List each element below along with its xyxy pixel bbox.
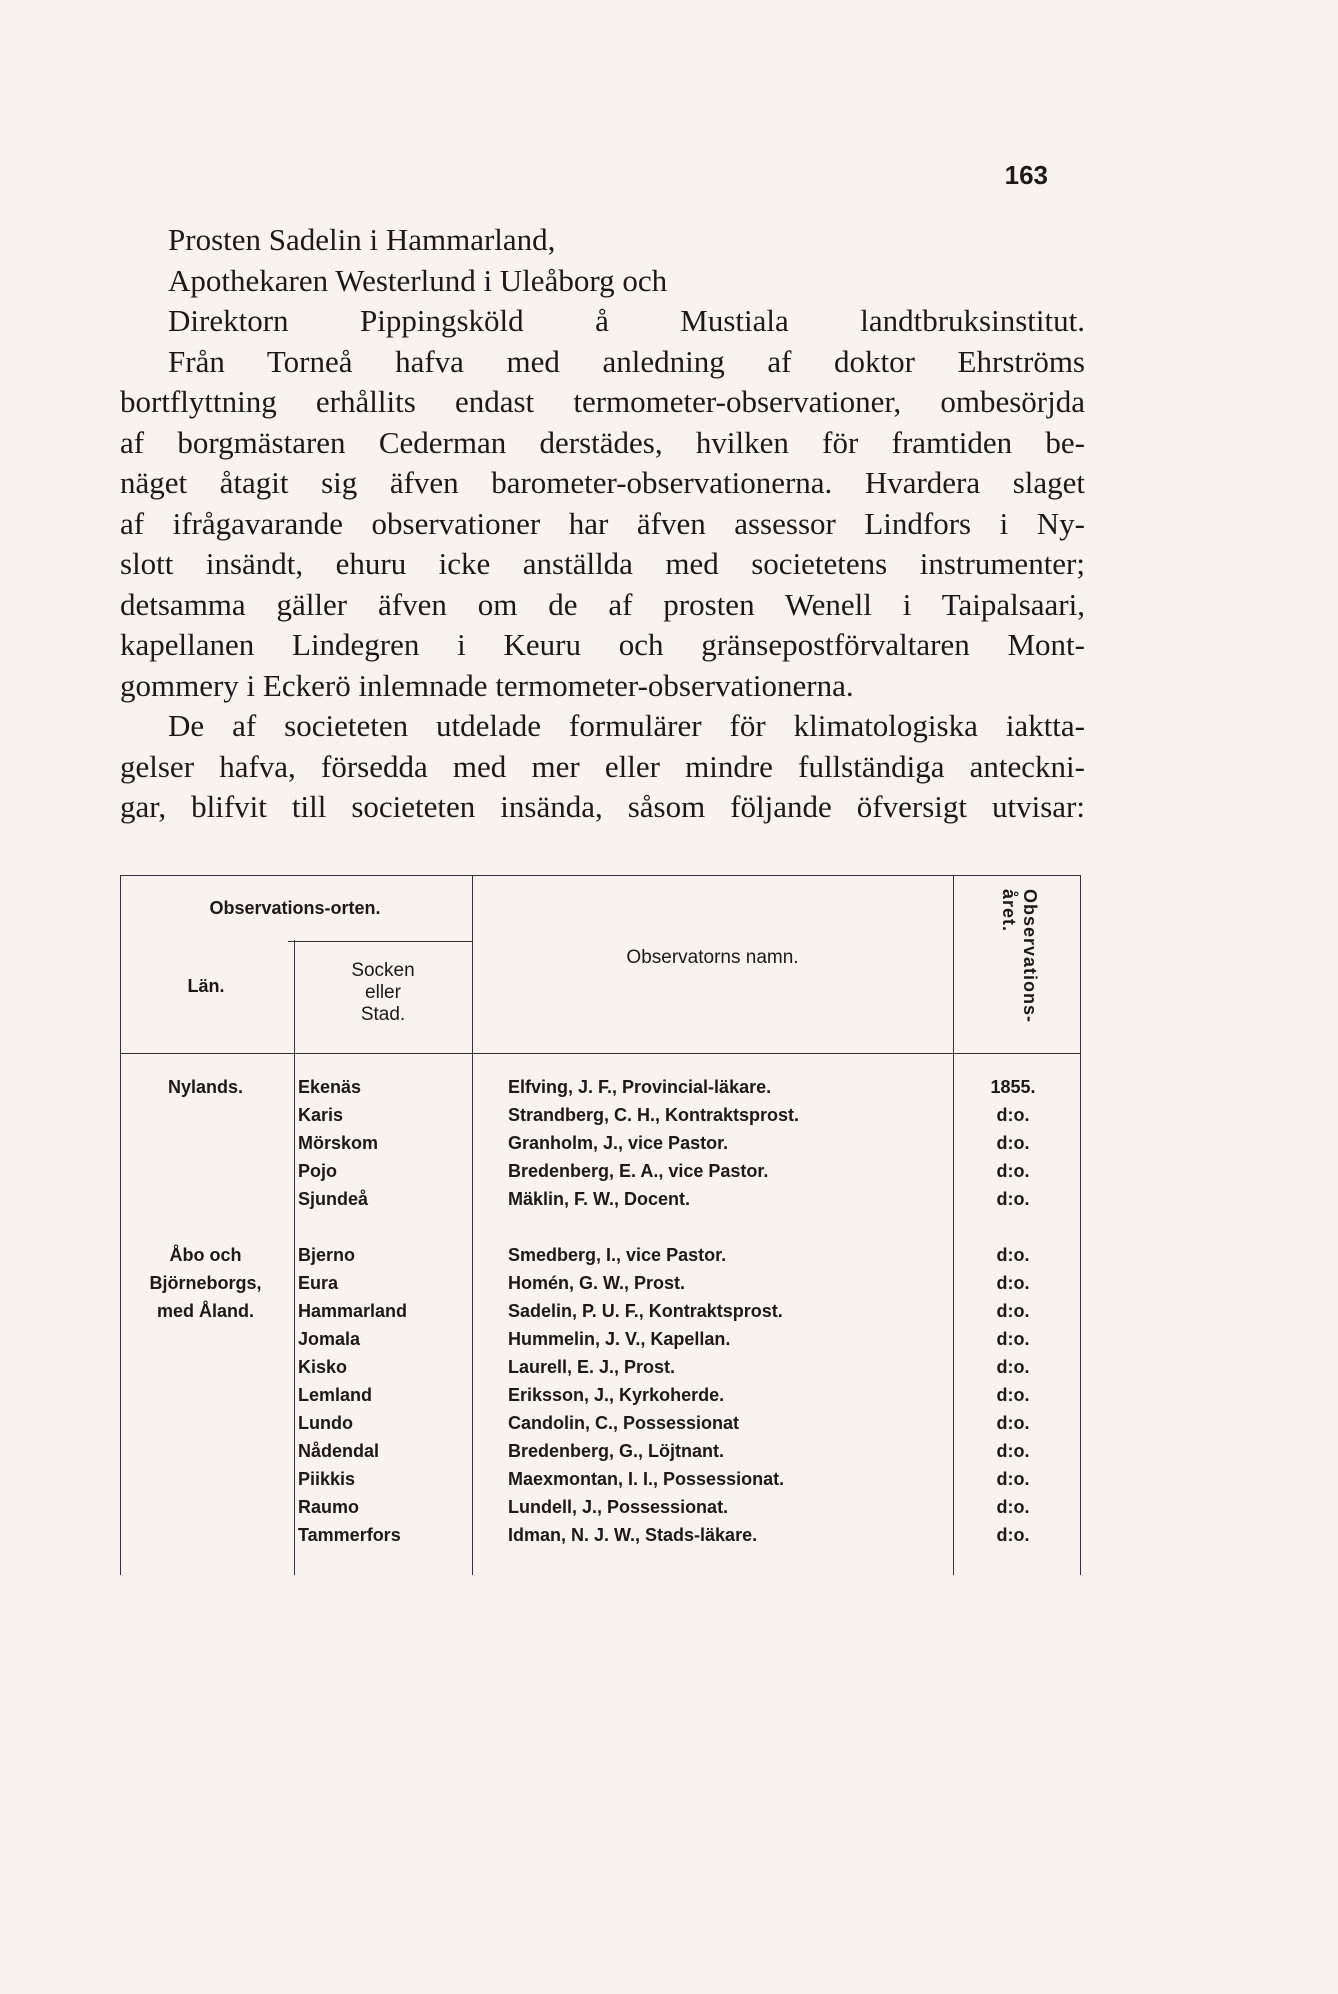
cell-socken: Bjerno xyxy=(298,1245,356,1265)
text-line: detsamma gäller äfven om de af prosten Wenell i Taipalsaari, xyxy=(120,586,1085,622)
cell-lan: Björneborgs, xyxy=(149,1273,262,1293)
cell-year: d:o. xyxy=(996,1105,1030,1125)
cell-socken: Lemland xyxy=(298,1385,373,1405)
cell-lan: med Åland. xyxy=(156,1301,254,1321)
cell-socken: Karis xyxy=(298,1105,344,1125)
cell-year: d:o. xyxy=(996,1469,1030,1489)
text-line: Direktorn Pippingsköld å Mustiala landtbruksinstitut. xyxy=(168,303,1085,338)
cell-observator: Strandberg, C. H., Kontraktsprost. xyxy=(508,1105,800,1125)
cell-observator: Idman, N. J. W., Stads-läkare. xyxy=(508,1525,758,1545)
column-divider xyxy=(472,875,473,1575)
cell-observator: Eriksson, J., Kyrkoherde. xyxy=(508,1385,725,1405)
cell-year: d:o. xyxy=(996,1273,1030,1293)
cell-year: d:o. xyxy=(996,1525,1030,1545)
column-divider xyxy=(294,940,295,1575)
body-paragraph xyxy=(120,220,1085,828)
column-divider xyxy=(953,875,954,1575)
cell-observator: Maexmontan, I. I., Possessionat. xyxy=(508,1469,785,1489)
cell-observator: Homén, G. W., Prost. xyxy=(508,1273,686,1293)
cell-socken: Raumo xyxy=(298,1497,360,1517)
cell-socken: Eura xyxy=(298,1273,339,1293)
cell-year: d:o. xyxy=(996,1189,1030,1209)
cell-socken: Mörskom xyxy=(298,1133,379,1153)
text-line: De af societeten utdelade formulärer för klimatologiska iaktta- xyxy=(168,708,1085,743)
cell-year: d:o. xyxy=(996,1497,1030,1517)
header-bottom-line xyxy=(120,1053,1080,1054)
cell-year: d:o. xyxy=(996,1385,1030,1405)
text-line: näget åtagit sig äfven barometer-observationerna. Hvardera slaget xyxy=(120,465,1085,500)
text-line: kapellanen Lindegren i Keuru och gränsepostförvaltaren Mont- xyxy=(120,627,1085,662)
cell-socken: Sjundeå xyxy=(298,1189,369,1209)
text-line: gelser hafva, försedda med mer eller mindre fullständiga anteckni- xyxy=(120,748,1085,784)
text-line: Prosten Sadelin i Hammarland, xyxy=(168,222,556,257)
header-socken-line: eller xyxy=(365,982,401,1003)
cell-year: d:o. xyxy=(996,1413,1030,1433)
cell-socken: Tammerfors xyxy=(298,1525,401,1545)
cell-socken: Ekenäs xyxy=(298,1077,362,1097)
text-line: af borgmästaren Cederman derstädes, hvilken för framtiden be- xyxy=(120,424,1085,460)
cell-socken: Piikkis xyxy=(298,1469,356,1489)
cell-year: 1855. xyxy=(990,1077,1036,1097)
header-socken xyxy=(294,960,472,1026)
cell-socken: Hammarland xyxy=(298,1301,408,1321)
text-line: Från Torneå hafva med anledning af doktor Ehrströms xyxy=(168,343,1085,379)
header-socken-line: Socken xyxy=(351,960,415,981)
text-line: gar, blifvit till societeten insända, såsom följande öfversigt utvisar: xyxy=(120,789,1085,824)
cell-socken: Pojo xyxy=(298,1161,337,1181)
observations-table xyxy=(118,875,1084,1575)
cell-observator: Elfving, J. F., Provincial-läkare. xyxy=(508,1077,772,1097)
header-socken-line: Stad. xyxy=(360,1004,406,1025)
cell-lan: Åbo och xyxy=(169,1245,242,1265)
text-line: af ifrågavarande observationer har äfven assessor Lindfors i Ny- xyxy=(120,505,1085,541)
page-number: 163 xyxy=(1004,160,1048,190)
header-observations-orten: Observations-orten. xyxy=(209,898,381,918)
cell-year: d:o. xyxy=(996,1161,1030,1181)
text-line: slott insändt, ehuru icke anställda med societetens instrumenter; xyxy=(120,546,1085,581)
cell-observator: Lundell, J., Possessionat. xyxy=(508,1497,729,1517)
cell-observator: Sadelin, P. U. F., Kontraktsprost. xyxy=(508,1301,783,1321)
cell-observator: Bredenberg, E. A., vice Pastor. xyxy=(508,1161,769,1181)
header-lan: Län. xyxy=(187,976,225,996)
text-line: bortflyttning erhållits endast termometer-observationer, ombesörjda xyxy=(120,384,1085,419)
cell-year: d:o. xyxy=(996,1133,1030,1153)
cell-socken: Nådendal xyxy=(298,1441,380,1461)
cell-year: d:o. xyxy=(996,1357,1030,1377)
cell-socken: Kisko xyxy=(298,1357,348,1377)
cell-year: d:o. xyxy=(996,1329,1030,1349)
cell-observator: Bredenberg, G., Löjtnant. xyxy=(508,1441,725,1461)
cell-observator: Granholm, J., vice Pastor. xyxy=(508,1133,729,1153)
cell-observator: Smedberg, I., vice Pastor. xyxy=(508,1245,727,1265)
cell-observator: Laurell, E. J., Prost. xyxy=(508,1357,676,1377)
header-year: Observations-året. xyxy=(999,889,1040,1024)
cell-year: d:o. xyxy=(996,1301,1030,1321)
cell-socken: Lundo xyxy=(298,1413,353,1433)
cell-year: d:o. xyxy=(996,1441,1030,1461)
text-line: gommery i Eckerö inlemnade termometer-observationerna. xyxy=(120,667,854,703)
text-line: Apothekaren Westerlund i Uleåborg och xyxy=(168,262,668,298)
cell-socken: Jomala xyxy=(298,1329,361,1349)
cell-observator: Hummelin, J. V., Kapellan. xyxy=(508,1329,731,1349)
cell-observator: Candolin, C., Possessionat xyxy=(508,1413,740,1433)
cell-year: d:o. xyxy=(996,1245,1030,1265)
cell-lan: Nylands. xyxy=(167,1077,244,1097)
cell-observator: Mäklin, F. W., Docent. xyxy=(508,1189,691,1209)
table-border-right xyxy=(1080,875,1081,1575)
table-border-top xyxy=(120,875,1080,876)
header-observator: Observatorns namn. xyxy=(626,947,799,968)
header-divider xyxy=(288,941,472,942)
